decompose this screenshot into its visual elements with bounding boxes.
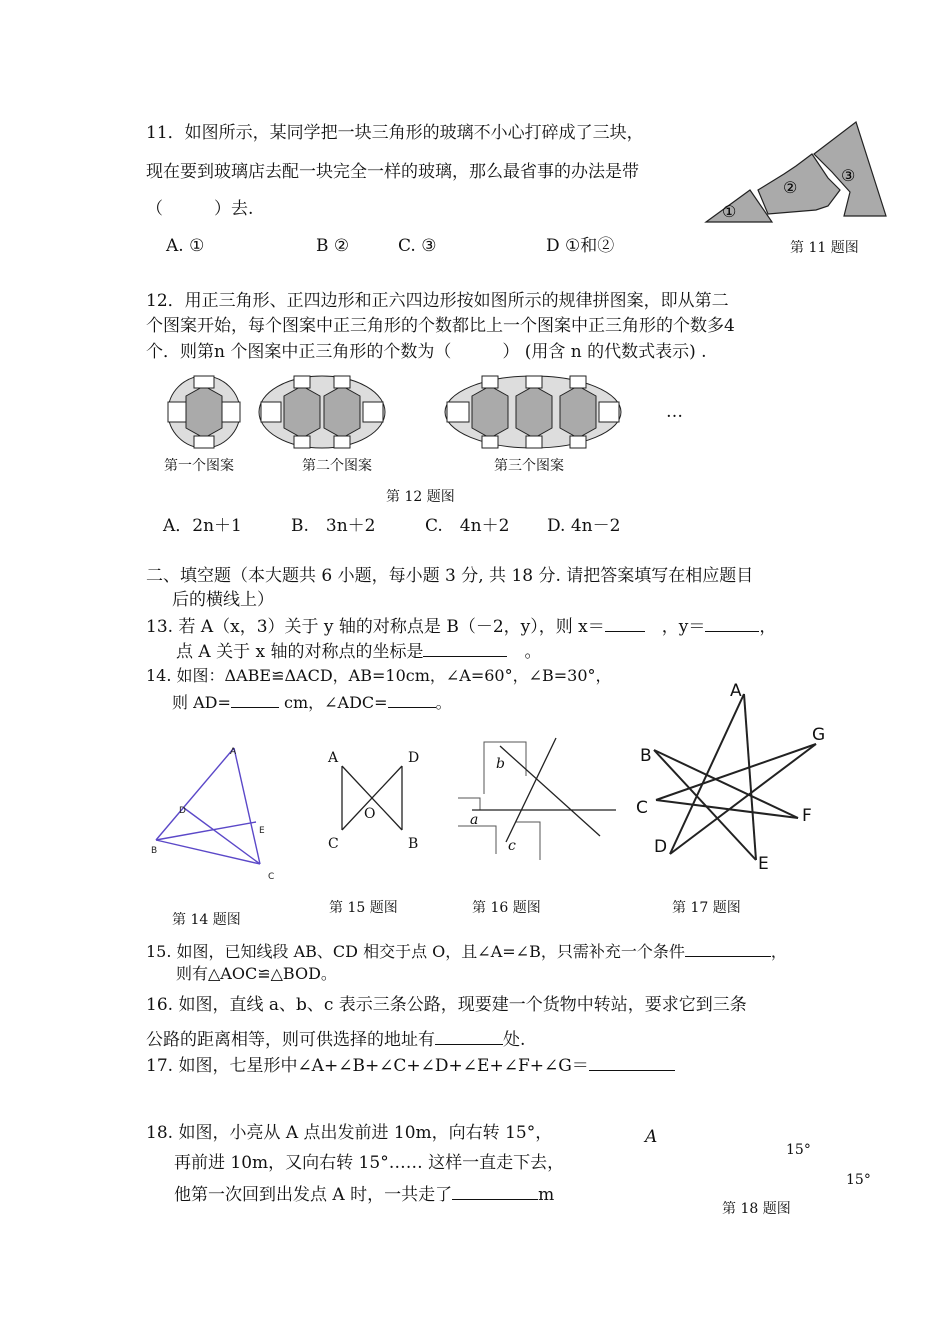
q17-label-a: A [730, 681, 742, 701]
q14-label-a: A [230, 747, 237, 757]
q11-option-b: B ② [316, 236, 350, 256]
q17-line-1 [146, 1054, 675, 1076]
q11-line-3: （ ）去. [146, 199, 254, 219]
q17-label-e: E [758, 854, 769, 874]
q15-line-1 [146, 940, 787, 962]
q12-option-d: D. 4n－2 [547, 516, 621, 536]
q17-label-b: B [640, 746, 652, 766]
piece-label-3: ③ [841, 166, 856, 185]
q17-sum-blank[interactable] [589, 1054, 675, 1071]
q16-label-b: b [496, 756, 505, 772]
q18-distance-blank[interactable] [452, 1183, 538, 1200]
q14-label-b: B [151, 846, 158, 856]
q17-label-d: D [654, 837, 668, 857]
q11-line-2: 现在要到玻璃店去配一块完全一样的玻璃，那么最省事的办法是带 [146, 162, 639, 182]
q14-text-1: 则 AD= [172, 693, 231, 712]
q17-label-g: G [812, 725, 826, 745]
q16-caption: 第 16 题图 [472, 900, 541, 916]
q16-label-c: c [508, 838, 516, 854]
pattern-2 [259, 376, 385, 448]
q17-label-c: C [636, 798, 648, 818]
q18-text-1: 他第一次回到出发点 A 时，一共走了 [174, 1185, 453, 1205]
q11-line-1: 11．如图所示，某同学把一块三角形的玻璃不小心打碎成了三块， [146, 123, 644, 143]
q16-line-1: 16. 如图，直线 a、b、c 表示三条公路，现要建一个货物中转站，要求它到三条 [146, 995, 747, 1015]
q13-text-4: 点 A 关于 x 轴的对称点的坐标是 [176, 642, 424, 662]
q18-label-a: A [645, 1127, 658, 1147]
pattern-label-2: 第二个图案 [302, 458, 372, 474]
q15-figure [322, 746, 432, 856]
q17-seven-star-figure [626, 680, 836, 880]
q15-label-a: A [328, 750, 339, 766]
q17-text-1: 17. 如图，七星形中∠A+∠B+∠C+∠D+∠E+∠F+∠G＝ [146, 1056, 589, 1076]
q14-triangle-figure [148, 740, 288, 890]
q13-text-3: ， [759, 617, 777, 637]
q16-roads-figure [456, 736, 626, 866]
q14-text-2: cm，∠ADC= [283, 693, 388, 712]
q14-line-1: 14. 如图：ΔABE≌ΔACD，AB=10cm，∠A=60°，∠B=30°， [146, 666, 612, 685]
q12-option-a: A．2n＋1 [163, 516, 242, 536]
q15-text-1: 15. 如图，已知线段 AB、CD 相交于点 O，且∠A=∠B，只需补充一个条件 [146, 942, 685, 961]
q17-caption: 第 17 题图 [672, 900, 741, 916]
q16-line-2 [146, 1028, 525, 1050]
q11-option-d: D ①和② [546, 236, 615, 256]
q17-label-f: F [802, 806, 812, 826]
q13-line-2 [176, 640, 541, 662]
q14-label-d: D [179, 806, 186, 816]
q18-caption: 第 18 题图 [722, 1201, 791, 1217]
q12-tiling-patterns [160, 374, 640, 454]
pattern-label-1: 第一个图案 [164, 458, 234, 474]
section-2-heading: 二、填空题（本大题共 6 小题，每小题 3 分, 共 18 分. 请把答案填写在相应题目 [146, 566, 754, 586]
q13-coord-blank[interactable] [423, 640, 507, 657]
q14-label-c: C [268, 872, 275, 882]
q18-line-1: 18. 如图，小亮从 A 点出发前进 10m，向右转 15°， [146, 1123, 553, 1143]
q16-label-a: a [470, 812, 479, 828]
q15-label-d: D [408, 750, 420, 766]
q18-line-2: 再前进 10m，又向右转 15°…… 这样一直走下去， [174, 1153, 565, 1173]
q11-caption: 第 11 题图 [790, 240, 859, 256]
q12-line-3: 个．则第n 个图案中正三角形的个数为（ ） (用含 n 的代数式表示) . [146, 342, 707, 362]
q11-option-c: C. ③ [398, 236, 437, 256]
q15-label-o: O [364, 806, 376, 822]
q13-y-blank[interactable] [705, 615, 759, 632]
q14-adc-blank[interactable] [388, 691, 436, 708]
q13-text-1: 13. 若 A（x，3）关于 y 轴的对称点是 B（－2，y），则 x＝ [146, 617, 605, 637]
piece-label-2: ② [783, 178, 798, 197]
q15-text-2: ， [770, 942, 787, 961]
q14-text-3: 。 [435, 693, 452, 712]
q15-label-c: C [328, 836, 339, 852]
q13-text-5: 。 [524, 642, 542, 662]
q15-condition-blank[interactable] [685, 940, 771, 957]
q14-label-e: E [259, 826, 265, 836]
pattern-label-3: 第三个图案 [494, 458, 564, 474]
q16-count-blank[interactable] [435, 1028, 503, 1045]
section-2-heading-cont: 后的横线上） [172, 590, 274, 610]
q12-option-c: C. 4n＋2 [425, 516, 510, 536]
pattern-1 [168, 376, 240, 448]
q12-line-2: 个图案开始，每个图案中正三角形的个数都比上一个图案中正三角形的个数多4 [146, 316, 735, 336]
q14-line-2 [172, 691, 452, 713]
q14-ad-blank[interactable] [231, 691, 279, 708]
q12-ellipsis: … [666, 402, 683, 422]
q12-option-b: B. 3n＋2 [291, 516, 376, 536]
piece-label-1: ① [722, 202, 737, 221]
q11-option-a: A. ① [166, 236, 205, 256]
q12-line-1: 12．用正三角形、正四边形和正六四边形按如图所示的规律拼图案，即从第二 [146, 291, 729, 311]
q18-line-3 [174, 1183, 554, 1205]
q13-x-blank[interactable] [605, 615, 645, 632]
q16-text-1: 公路的距离相等，则可供选择的地址有 [146, 1030, 435, 1050]
q12-caption: 第 12 题图 [386, 489, 455, 505]
pattern-3 [445, 376, 621, 448]
q18-angle-label-2: 15° [846, 1172, 871, 1188]
q15-label-b: B [408, 836, 419, 852]
q18-angle-label-1: 15° [786, 1142, 811, 1158]
q18-text-2: m [538, 1185, 555, 1205]
q14-caption: 第 14 题图 [172, 912, 241, 928]
q15-line-2: 则有△AOC≌△BOD。 [176, 964, 337, 983]
q13-line-1 [146, 615, 776, 637]
q13-text-2: ，y＝ [661, 617, 706, 637]
q16-text-2: 处. [503, 1030, 526, 1050]
q11-broken-glass-figure [700, 118, 900, 228]
q15-caption: 第 15 题图 [329, 900, 398, 916]
